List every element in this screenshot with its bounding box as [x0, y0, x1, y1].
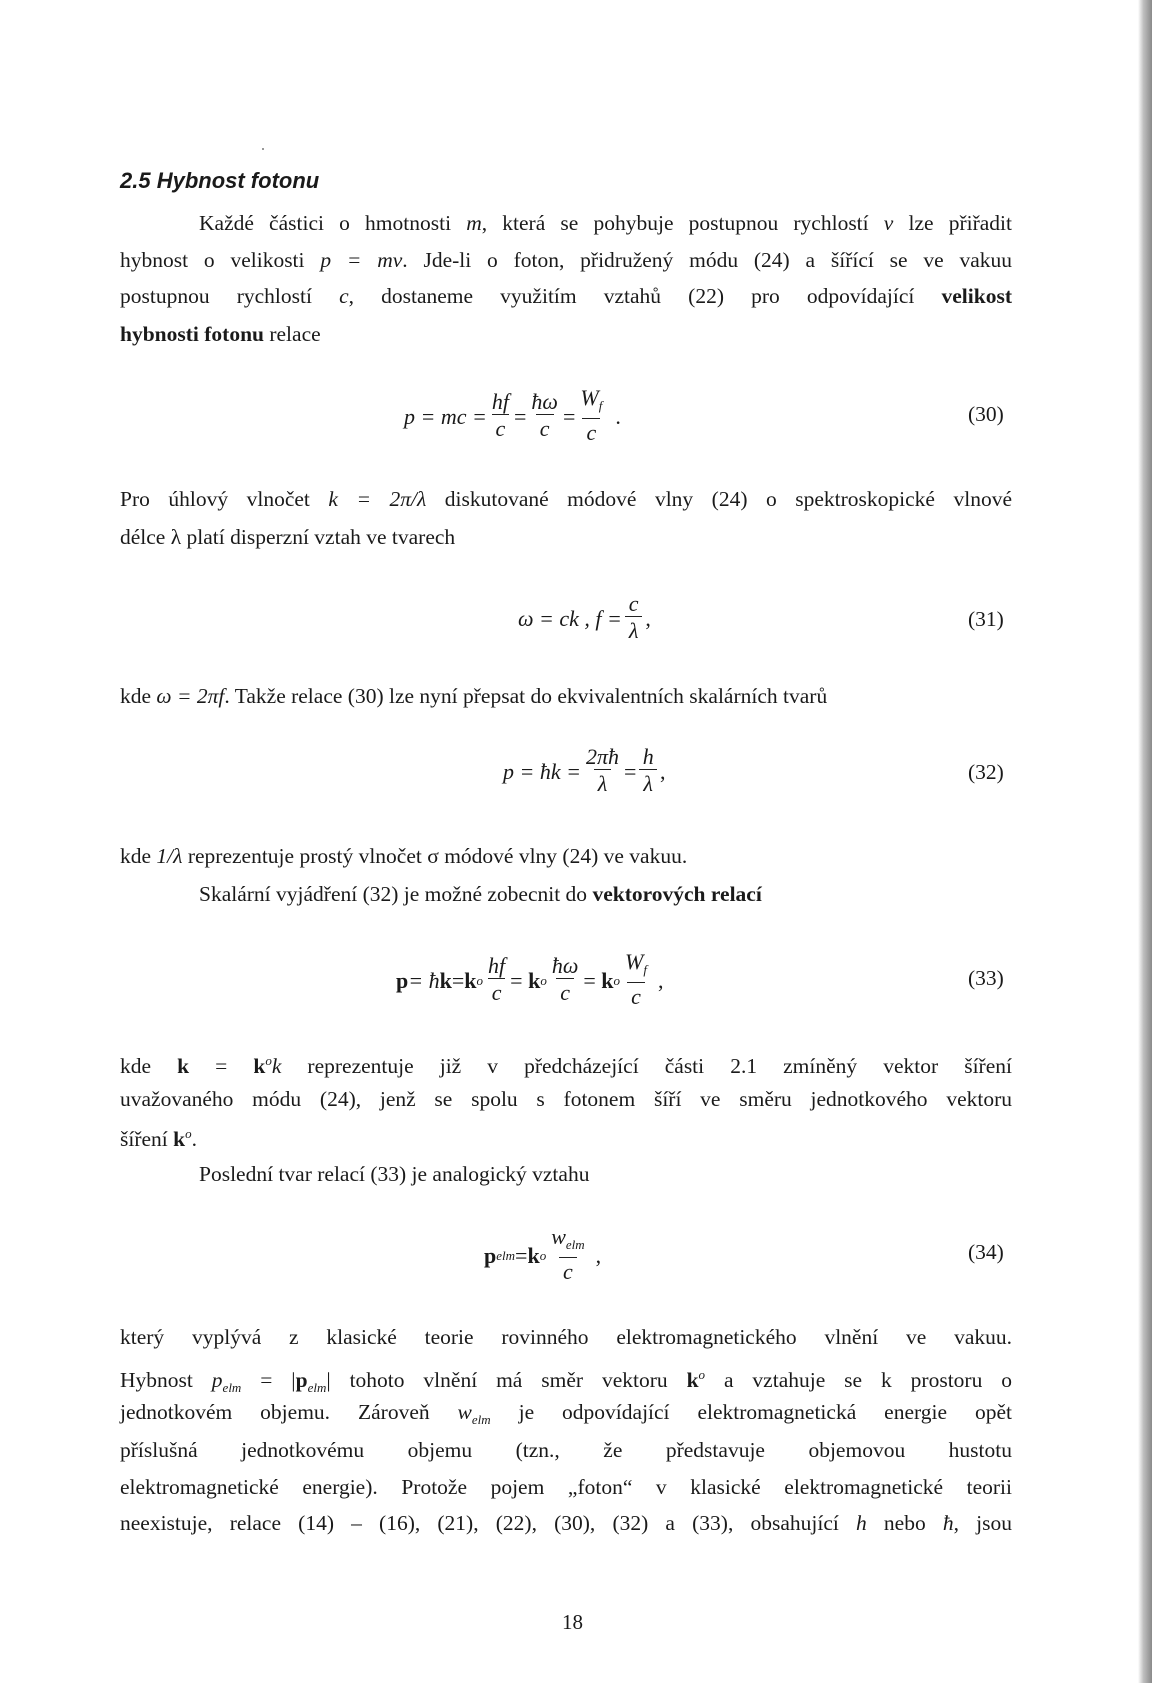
text-line: kde 1/λ reprezentuje prostý vlnočet σ módové vlny (24) ve vakuu.	[120, 844, 688, 868]
text-line: příslušná jednotkovému objemu (tzn., že představuje objemovou hustotu	[120, 1438, 1012, 1462]
equation-number: (31)	[968, 607, 1004, 631]
equation-34: p elm = k o $\frac{w_{elm}}{c}$ ,	[484, 1224, 602, 1284]
text-line: kde ω = 2πf. Takže relace (30) lze nyní přepsat do ekvivalentních skalárních tvarů	[120, 684, 828, 708]
equation-31: ω = ck , f = $\frac{c}{\lambda}$ ,	[518, 591, 651, 643]
text-line: postupnou rychlostí c, dostaneme využitím vztahů (22) pro odpovídající velikost	[120, 284, 1012, 308]
text-line: Hybnost $p_{elm} = |p_{elm}|$ tohoto vlnění má směr vektoru $k^o$ a vztahuje se k prostoru o	[120, 1367, 1012, 1395]
equation-30: p = mc = $\frac{hf}{c}$ = $\frac{ħ\omega}{c}$ = $\frac{W_f}{c}$ .	[404, 385, 621, 445]
text-line: jednotkovém objemu. Zároveň $w_{elm}$ je odpovídající elektromagnetická energie opět	[120, 1400, 1012, 1427]
text-line: neexistuje, relace (14) – (16), (21), (22), (30), (32) a (33), obsahující h nebo ħ, jsou	[120, 1511, 1012, 1535]
text-line: hybnost o velikosti p = mv. Jde-li o foton, přidružený módu (24) a šířící se ve vakuu	[120, 248, 1013, 272]
text-line: Každé částici o hmotnosti m, která se pohybuje postupnou rychlostí v lze přiřadit	[199, 211, 1012, 235]
scan-binding-shadow	[1138, 0, 1152, 1683]
text-line: Pro úhlový vlnočet k = 2π/λ diskutované módové vlny (24) o spektroskopické vlnové	[120, 487, 1012, 511]
text-line: Poslední tvar relací (33) je analogický vztahu	[199, 1162, 590, 1186]
page-number: 18	[562, 1610, 583, 1634]
equation-number: (34)	[968, 1240, 1004, 1264]
text-line: délce λ platí disperzní vztah ve tvarech	[120, 525, 456, 549]
text-line: elektromagnetické energie). Protože pojem „foton“ v klasické elektromagnetické teorii	[120, 1475, 1012, 1499]
equation-number: (32)	[968, 760, 1004, 784]
equation-33: p = ħ k = k o $\frac{hf}{c}$ = k o $\frac{ħ\omega}{c}$ = k o $\frac{W_f}{c}$ ,	[396, 949, 664, 1009]
equation-number: (33)	[968, 966, 1004, 990]
text-line: uvažovaného módu (24), jenž se spolu s fotonem šíří ve směru jednotkového vektoru	[120, 1087, 1012, 1111]
text-line: Skalární vyjádření (32) je možné zobecnit do vektorových relací	[199, 882, 762, 906]
text-line: který vyplývá z klasické teorie rovinného elektromagnetického vlnění ve vakuu.	[120, 1325, 1012, 1349]
text-line: šíření $k^o$.	[120, 1126, 197, 1151]
scan-speck	[262, 148, 264, 150]
section-heading: 2.5 Hybnost fotonu	[120, 168, 320, 193]
equation-number: (30)	[968, 402, 1004, 426]
text-line: hybnosti fotonu relace	[120, 322, 321, 346]
equation-32: p = ħk = $\frac{2\pi ħ}{\lambda}$ = $\frac{h}{\lambda}$ ,	[503, 744, 666, 796]
text-line: kde $k = k^ok$ reprezentuje již v předcházející části 2.1 zmíněný vektor šíření	[120, 1053, 1012, 1078]
